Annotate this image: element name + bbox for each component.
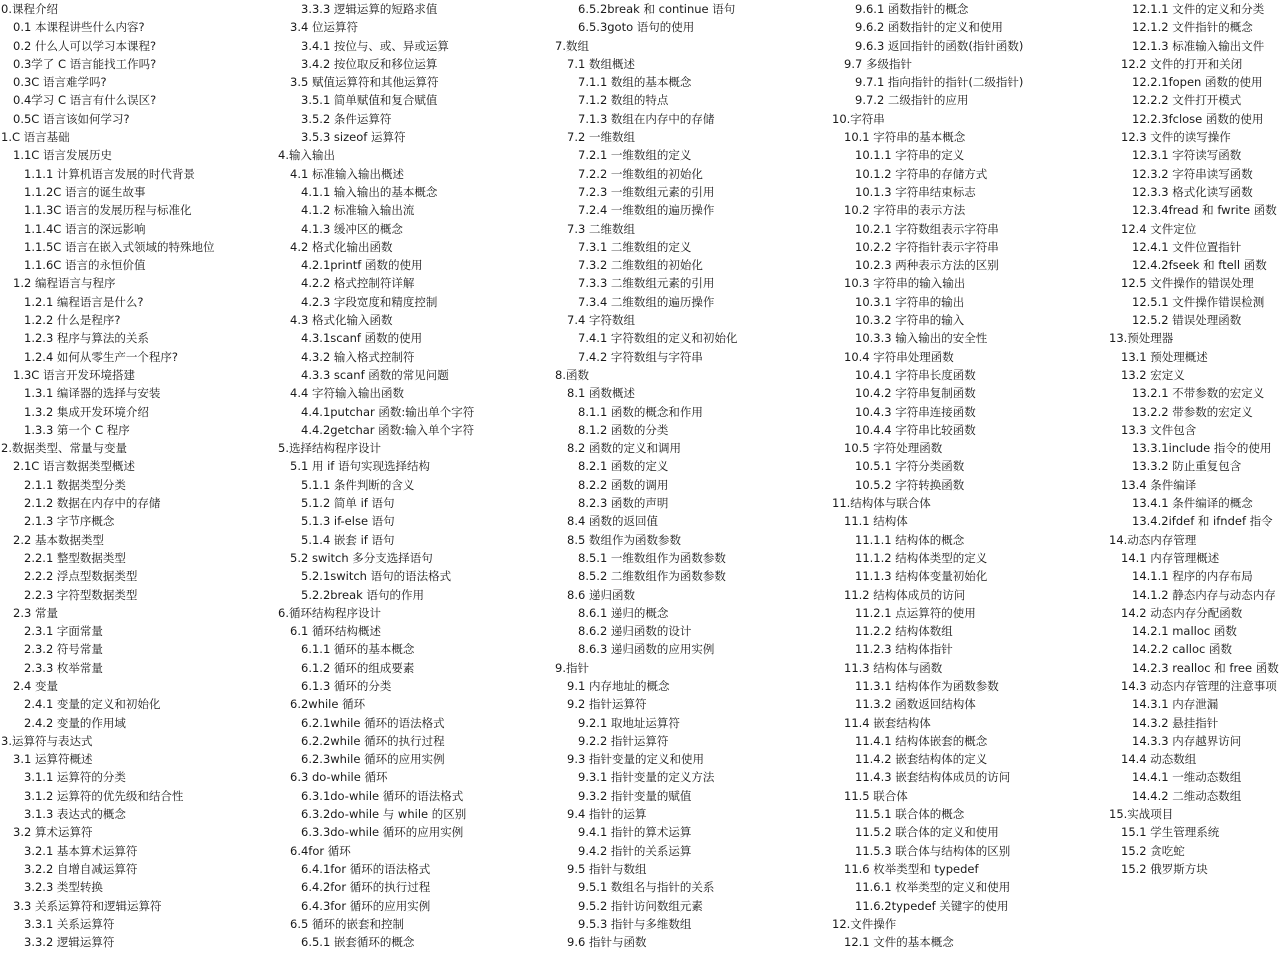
subsection-item: 5.1.2 简单 if 语句 — [301, 496, 395, 511]
subsection-item: 6.1.1 循环的基本概念 — [301, 642, 415, 657]
subsection-item: 2.1.3 字节序概念 — [24, 514, 115, 529]
subsection-item: 4.1.3 缓冲区的概念 — [301, 221, 403, 236]
section-item: 13.3 文件包含 — [1121, 422, 1197, 437]
subsection-item: 2.1.1 数据类型分类 — [24, 477, 126, 492]
section-item: 11.3 结构体与函数 — [844, 660, 943, 675]
chapter-heading: 7.数组 — [555, 38, 589, 53]
subsection-item: 4.1.1 输入输出的基本概念 — [301, 184, 438, 199]
subsection-item: 10.2.3 两种表示方法的区别 — [855, 258, 999, 273]
subsection-item: 2.3.3 枚举常量 — [24, 660, 103, 675]
subsection-item: 2.4.2 变量的作用域 — [24, 715, 126, 730]
subsection-item: 3.1.3 表达式的概念 — [24, 807, 126, 822]
subsection-item: 1.2.3 程序与算法的关系 — [24, 331, 149, 346]
subsection-item: 4.4.1putchar 函数:输出单个字符 — [301, 404, 475, 419]
subsection-item: 4.4.2getchar 函数:输入单个字符 — [301, 422, 475, 437]
subsection-item: 7.4.2 字符数组与字符串 — [578, 349, 703, 364]
subsection-item: 8.1.1 函数的概念和作用 — [578, 404, 703, 419]
section-item: 12.4 文件定位 — [1121, 221, 1197, 236]
subsection-item: 8.2.1 函数的定义 — [578, 459, 669, 474]
subsection-item: 9.4.1 指针的算术运算 — [578, 825, 692, 840]
subsection-item: 1.1.6C 语言的永恒价值 — [24, 258, 146, 273]
chapter-heading: 3.运算符与表达式 — [1, 733, 93, 748]
section-item: 9.7 多级指针 — [844, 56, 912, 71]
subsection-item: 12.2.3fclose 函数的使用 — [1132, 111, 1264, 126]
subsection-item: 9.6.2 函数指针的定义和使用 — [855, 20, 1003, 35]
section-item: 2.1C 语言数据类型概述 — [13, 459, 135, 474]
subsection-item: 9.3.2 指针变量的赋值 — [578, 788, 692, 803]
subsection-item: 14.2.3 realloc 和 free 函数 — [1132, 660, 1279, 675]
subsection-item: 7.1.1 数组的基本概念 — [578, 75, 692, 90]
subsection-item: 13.2.2 带参数的宏定义 — [1132, 404, 1253, 419]
chapter-heading: 13.预处理器 — [1109, 331, 1174, 346]
subsection-item: 1.3.2 集成开发环境介绍 — [24, 404, 149, 419]
subsection-item: 14.1.1 程序的内存布局 — [1132, 569, 1253, 584]
subsection-item: 4.2.3 字段宽度和精度控制 — [301, 294, 438, 309]
subsection-item: 1.2.4 如何从零生产一个程序? — [24, 349, 179, 364]
section-item: 2.3 常量 — [13, 605, 58, 620]
section-item: 6.5 循环的嵌套和控制 — [290, 916, 404, 931]
section-item: 14.1 内存管理概述 — [1121, 550, 1220, 565]
subsection-item: 7.3.1 二维数组的定义 — [578, 239, 692, 254]
subsection-item: 6.3.1do-while 循环的语法格式 — [301, 788, 464, 803]
subsection-item: 11.5.2 联合体的定义和使用 — [855, 825, 999, 840]
section-item: 14.2 动态内存分配函数 — [1121, 605, 1243, 620]
subsection-item: 11.3.2 函数返回结构体 — [855, 697, 976, 712]
subsection-item: 1.1.4C 语言的深远影响 — [24, 221, 146, 236]
subsection-item: 6.1.3 循环的分类 — [301, 678, 392, 693]
subsection-item: 4.3.2 输入格式控制符 — [301, 349, 415, 364]
subsection-item: 2.2.1 整型数据类型 — [24, 550, 126, 565]
subsection-item: 13.4.2ifdef 和 ifndef 指令 — [1132, 514, 1273, 529]
section-item: 9.3 指针变量的定义和使用 — [567, 752, 704, 767]
subsection-item: 10.2.1 字符数组表示字符串 — [855, 221, 999, 236]
subsection-item: 12.4.2fseek 和 ftell 函数 — [1132, 258, 1267, 273]
subsection-item: 12.3.1 字符读写函数 — [1132, 148, 1242, 163]
subsection-item: 2.2.2 浮点型数据类型 — [24, 569, 138, 584]
subsection-item: 10.3.1 字符串的输出 — [855, 294, 965, 309]
subsection-item: 11.2.1 点运算符的使用 — [855, 605, 976, 620]
subsection-item: 7.3.4 二维数组的遍历操作 — [578, 294, 715, 309]
chapter-heading: 15.实战项目 — [1109, 807, 1174, 822]
subsection-item: 13.3.1include 指令的使用 — [1132, 441, 1272, 456]
subsection-item: 14.4.2 二维动态数组 — [1132, 788, 1242, 803]
section-item: 0.1 本课程讲些什么内容? — [13, 20, 145, 35]
subsection-item: 12.3.2 字符串读写函数 — [1132, 166, 1253, 181]
section-item: 8.1 函数概述 — [567, 386, 635, 401]
subsection-item: 6.2.1while 循环的语法格式 — [301, 715, 445, 730]
subsection-item: 12.4.1 文件位置指针 — [1132, 239, 1242, 254]
chapter-heading: 12.文件操作 — [832, 916, 897, 931]
subsection-item: 10.3.2 字符串的输入 — [855, 313, 965, 328]
subsection-item: 6.4.3for 循环的应用实例 — [301, 898, 431, 913]
toc-column-2 — [277, 0, 554, 955]
section-item: 4.3 格式化输入函数 — [290, 313, 393, 328]
section-item: 15.1 学生管理系统 — [1121, 825, 1220, 840]
subsection-item: 11.1.3 结构体变量初始化 — [855, 569, 988, 584]
subsection-item: 3.2.3 类型转换 — [24, 880, 103, 895]
chapter-heading: 9.指针 — [555, 660, 589, 675]
chapter-heading: 8.函数 — [555, 367, 589, 382]
section-item: 3.5 赋值运算符和其他运算符 — [290, 75, 439, 90]
subsection-item: 10.1.1 字符串的定义 — [855, 148, 965, 163]
subsection-item: 12.5.1 文件操作错误检测 — [1132, 294, 1265, 309]
subsection-item: 1.1.1 计算机语言发展的时代背景 — [24, 166, 195, 181]
section-item: 3.3 关系运算符和逻辑运算符 — [13, 898, 162, 913]
section-item: 3.4 位运算符 — [290, 20, 358, 35]
section-item: 0.2 什么人可以学习本课程? — [13, 38, 157, 53]
subsection-item: 4.2.2 格式控制符详解 — [301, 276, 415, 291]
subsection-item: 8.2.2 函数的调用 — [578, 477, 669, 492]
section-item: 7.4 字符数组 — [567, 313, 635, 328]
subsection-item: 4.3.1scanf 函数的使用 — [301, 331, 423, 346]
subsection-item: 9.3.1 指针变量的定义方法 — [578, 770, 715, 785]
subsection-item: 8.5.2 二维数组作为函数参数 — [578, 569, 726, 584]
subsection-item: 12.5.2 错误处理函数 — [1132, 313, 1242, 328]
subsection-item: 6.5.1 嵌套循环的概念 — [301, 935, 415, 950]
section-item: 4.4 字符输入输出函数 — [290, 386, 404, 401]
section-item: 1.2 编程语言与程序 — [13, 276, 116, 291]
subsection-item: 7.3.2 二维数组的初始化 — [578, 258, 703, 273]
subsection-item: 14.2.1 malloc 函数 — [1132, 624, 1237, 639]
subsection-item: 3.1.1 运算符的分类 — [24, 770, 126, 785]
section-item: 11.2 结构体成员的访问 — [844, 587, 966, 602]
subsection-item: 10.5.1 字符分类函数 — [855, 459, 965, 474]
subsection-item: 13.4.1 条件编译的概念 — [1132, 496, 1253, 511]
subsection-item: 8.5.1 一维数组作为函数参数 — [578, 550, 726, 565]
chapter-heading: 0.课程介绍 — [1, 2, 58, 16]
section-item: 3.1 运算符概述 — [13, 752, 93, 767]
subsection-item: 11.5.3 联合体与结构体的区别 — [855, 843, 1011, 858]
section-item: 15.2 贪吃蛇 — [1121, 843, 1185, 858]
subsection-item: 1.1.5C 语言在嵌入式领域的特殊地位 — [24, 239, 215, 254]
subsection-item: 10.1.3 字符串结束标志 — [855, 184, 976, 199]
subsection-item: 10.4.1 字符串长度函数 — [855, 367, 976, 382]
subsection-item: 6.4.1for 循环的语法格式 — [301, 861, 431, 876]
section-item: 5.1 用 if 语句实现选择结构 — [290, 459, 430, 474]
subsection-item: 10.4.2 字符串复制函数 — [855, 386, 976, 401]
section-item: 2.4 变量 — [13, 678, 58, 693]
subsection-item: 9.7.2 二级指针的应用 — [855, 93, 969, 108]
subsection-item: 12.2.1fopen 函数的使用 — [1132, 75, 1263, 90]
subsection-item: 14.1.2 静态内存与动态内存 — [1132, 587, 1276, 602]
section-item: 9.2 指针运算符 — [567, 697, 647, 712]
subsection-item: 3.5.3 sizeof 运算符 — [301, 130, 406, 145]
subsection-item: 7.2.1 一维数组的定义 — [578, 148, 692, 163]
section-item: 15.2 俄罗斯方块 — [1121, 861, 1208, 876]
subsection-item: 1.2.2 什么是程序? — [24, 313, 121, 328]
subsection-item: 12.1.3 标准输入输出文件 — [1132, 38, 1265, 53]
subsection-item: 7.2.3 一维数组元素的引用 — [578, 184, 715, 199]
subsection-item: 12.3.4fread 和 fwrite 函数 — [1132, 203, 1277, 218]
section-item: 14.4 动态数组 — [1121, 752, 1197, 767]
section-item: 13.1 预处理概述 — [1121, 349, 1208, 364]
chapter-heading: 6.循环结构程序设计 — [278, 605, 381, 620]
subsection-item: 5.2.1switch 语句的语法格式 — [301, 569, 452, 584]
section-item: 0.4学习 C 语言有什么误区? — [13, 93, 157, 108]
section-item: 13.2 宏定义 — [1121, 367, 1185, 382]
subsection-item: 12.3.3 格式化读写函数 — [1132, 184, 1253, 199]
section-item: 8.2 函数的定义和调用 — [567, 441, 681, 456]
subsection-item: 6.3.2do-while 与 while 的区别 — [301, 807, 467, 822]
subsection-item: 4.1.2 标准输入输出流 — [301, 203, 415, 218]
subsection-item: 7.1.2 数组的特点 — [578, 93, 669, 108]
section-item: 7.1 数组概述 — [567, 56, 635, 71]
section-item: 10.4 字符串处理函数 — [844, 349, 954, 364]
section-item: 6.2while 循环 — [290, 697, 366, 712]
subsection-item: 1.3.1 编译器的选择与安装 — [24, 386, 161, 401]
section-item: 8.6 递归函数 — [567, 587, 635, 602]
subsection-item: 11.4.2 嵌套结构体的定义 — [855, 752, 988, 767]
subsection-item: 4.2.1printf 函数的使用 — [301, 258, 423, 273]
chapter-heading: 4.输入输出 — [278, 148, 335, 163]
subsection-item: 11.5.1 联合体的概念 — [855, 807, 965, 822]
subsection-item: 6.1.2 循环的组成要素 — [301, 660, 415, 675]
subsection-item: 12.1.1 文件的定义和分类 — [1132, 2, 1265, 16]
section-item: 12.1 文件的基本概念 — [844, 935, 954, 950]
subsection-item: 14.4.1 一维动态数组 — [1132, 770, 1242, 785]
subsection-item: 10.3.3 输入输出的安全性 — [855, 331, 988, 346]
section-item: 9.5 指针与数组 — [567, 861, 647, 876]
subsection-item: 9.5.1 数组名与指针的关系 — [578, 880, 715, 895]
section-item: 14.3 动态内存管理的注意事项 — [1121, 678, 1277, 693]
section-item: 9.4 指针的运算 — [567, 807, 647, 822]
toc-column-5 — [1108, 0, 1280, 955]
subsection-item: 13.3.2 防止重复包含 — [1132, 459, 1242, 474]
subsection-item: 3.3.1 关系运算符 — [24, 916, 115, 931]
section-item: 10.3 字符串的输入输出 — [844, 276, 966, 291]
chapter-heading: 14.动态内存管理 — [1109, 532, 1197, 547]
subsection-item: 5.1.4 嵌套 if 语句 — [301, 532, 395, 547]
subsection-item: 6.5.3goto 语句的使用 — [578, 20, 695, 35]
section-item: 7.3 二维数组 — [567, 221, 635, 236]
section-item: 11.1 结构体 — [844, 514, 908, 529]
chapter-heading: 11.结构体与联合体 — [832, 496, 931, 511]
subsection-item: 6.2.3while 循环的应用实例 — [301, 752, 445, 767]
subsection-item: 1.1.3C 语言的发展历程与标准化 — [24, 203, 192, 218]
section-item: 0.3学了 C 语言能找工作吗? — [13, 56, 157, 71]
section-item: 4.2 格式化输出函数 — [290, 239, 393, 254]
subsection-item: 9.2.1 取地址运算符 — [578, 715, 680, 730]
subsection-item: 3.5.1 简单赋值和复合赋值 — [301, 93, 438, 108]
subsection-item: 7.2.4 一维数组的遍历操作 — [578, 203, 715, 218]
subsection-item: 7.2.2 一维数组的初始化 — [578, 166, 703, 181]
section-item: 1.1C 语言发展历史 — [13, 148, 112, 163]
section-item: 6.3 do-while 循环 — [290, 770, 388, 785]
subsection-item: 1.3.3 第一个 C 程序 — [24, 422, 130, 437]
section-item: 6.1 循环结构概述 — [290, 624, 381, 639]
subsection-item: 11.3.1 结构体作为函数参数 — [855, 678, 999, 693]
section-item: 5.2 switch 多分支选择语句 — [290, 550, 433, 565]
toc-column-1 — [0, 0, 277, 955]
subsection-item: 11.6.2typedef 关键字的使用 — [855, 898, 1009, 913]
subsection-item: 10.4.4 字符串比较函数 — [855, 422, 976, 437]
subsection-item: 9.6.1 函数指针的概念 — [855, 2, 969, 16]
subsection-item: 3.3.2 逻辑运算符 — [24, 935, 115, 950]
section-item: 11.6 枚举类型和 typedef — [844, 861, 979, 876]
section-item: 10.1 字符串的基本概念 — [844, 130, 966, 145]
section-item: 8.4 函数的返回值 — [567, 514, 658, 529]
subsection-item: 3.1.2 运算符的优先级和结合性 — [24, 788, 184, 803]
subsection-item: 8.6.2 递归函数的设计 — [578, 624, 692, 639]
subsection-item: 5.1.1 条件判断的含义 — [301, 477, 415, 492]
subsection-item: 9.6.3 返回指针的函数(指针函数) — [855, 38, 1024, 53]
section-item: 6.4for 循环 — [290, 843, 351, 858]
subsection-item: 10.1.2 字符串的存储方式 — [855, 166, 988, 181]
subsection-item: 2.2.3 字符型数据类型 — [24, 587, 138, 602]
section-item: 3.2 算术运算符 — [13, 825, 93, 840]
section-item: 9.6 指针与函数 — [567, 935, 647, 950]
subsection-item: 7.1.3 数组在内存中的存储 — [578, 111, 715, 126]
subsection-item: 11.6.1 枚举类型的定义和使用 — [855, 880, 1011, 895]
subsection-item: 3.2.2 自增自减运算符 — [24, 861, 138, 876]
subsection-item: 5.2.2break 语句的作用 — [301, 587, 424, 602]
toc-column-4 — [831, 0, 1108, 955]
section-item: 1.3C 语言开发环境搭建 — [13, 367, 135, 382]
section-item: 12.5 文件操作的错误处理 — [1121, 276, 1254, 291]
subsection-item: 10.2.2 字符指针表示字符串 — [855, 239, 999, 254]
subsection-item: 13.2.1 不带参数的宏定义 — [1132, 386, 1265, 401]
section-item: 11.4 嵌套结构体 — [844, 715, 931, 730]
section-item: 0.3C 语言难学吗? — [13, 75, 107, 90]
subsection-item: 1.1.2C 语言的诞生故事 — [24, 184, 146, 199]
section-item: 10.2 字符串的表示方法 — [844, 203, 966, 218]
subsection-item: 9.5.3 指针与多维数组 — [578, 916, 692, 931]
subsection-item: 4.3.3 scanf 函数的常见问题 — [301, 367, 449, 382]
subsection-item: 8.6.3 递归函数的应用实例 — [578, 642, 715, 657]
subsection-item: 2.4.1 变量的定义和初始化 — [24, 697, 161, 712]
section-item: 10.5 字符处理函数 — [844, 441, 943, 456]
subsection-item: 14.3.3 内存越界访问 — [1132, 733, 1242, 748]
section-item: 0.5C 语言该如何学习? — [13, 111, 130, 126]
subsection-item: 11.4.3 嵌套结构体成员的访问 — [855, 770, 1011, 785]
subsection-item: 6.3.3do-while 循环的应用实例 — [301, 825, 464, 840]
subsection-item: 12.1.2 文件指针的概念 — [1132, 20, 1253, 35]
subsection-item: 6.4.2for 循环的执行过程 — [301, 880, 431, 895]
subsection-item: 9.5.2 指针访问数组元素 — [578, 898, 703, 913]
subsection-item: 3.4.1 按位与、或、异或运算 — [301, 38, 449, 53]
section-item: 12.2 文件的打开和关闭 — [1121, 56, 1243, 71]
subsection-item: 2.3.2 符号常量 — [24, 642, 103, 657]
subsection-item: 8.6.1 递归的概念 — [578, 605, 669, 620]
subsection-item: 2.1.2 数据在内存中的存储 — [24, 496, 161, 511]
section-item: 8.5 数组作为函数参数 — [567, 532, 681, 547]
subsection-item: 14.3.1 内存泄漏 — [1132, 697, 1219, 712]
subsection-item: 9.4.2 指针的关系运算 — [578, 843, 692, 858]
subsection-item: 6.5.2break 和 continue 语句 — [578, 2, 736, 16]
section-item: 12.3 文件的读写操作 — [1121, 130, 1231, 145]
subsection-item: 14.3.2 悬挂指针 — [1132, 715, 1219, 730]
section-item: 7.2 一维数组 — [567, 130, 635, 145]
subsection-item: 11.2.3 结构体指针 — [855, 642, 953, 657]
section-item: 2.2 基本数据类型 — [13, 532, 104, 547]
subsection-item: 3.5.2 条件运算符 — [301, 111, 392, 126]
subsection-item: 11.2.2 结构体数组 — [855, 624, 953, 639]
subsection-item: 9.7.1 指向指针的指针(二级指针) — [855, 75, 1024, 90]
subsection-item: 3.4.2 按位取反和移位运算 — [301, 56, 438, 71]
subsection-item: 11.1.1 结构体的概念 — [855, 532, 965, 547]
subsection-item: 11.4.1 结构体嵌套的概念 — [855, 733, 988, 748]
subsection-item: 6.2.2while 循环的执行过程 — [301, 733, 445, 748]
subsection-item: 14.2.2 calloc 函数 — [1132, 642, 1233, 657]
section-item: 11.5 联合体 — [844, 788, 908, 803]
subsection-item: 3.2.1 基本算术运算符 — [24, 843, 138, 858]
subsection-item: 10.4.3 字符串连接函数 — [855, 404, 976, 419]
section-item: 4.1 标准输入输出概述 — [290, 166, 404, 181]
section-item: 9.1 内存地址的概念 — [567, 678, 670, 693]
subsection-item: 9.2.2 指针运算符 — [578, 733, 669, 748]
subsection-item: 3.3.3 逻辑运算的短路求值 — [301, 2, 438, 16]
subsection-item: 1.2.1 编程语言是什么? — [24, 294, 144, 309]
toc-column-3 — [554, 0, 831, 955]
subsection-item: 10.5.2 字符转换函数 — [855, 477, 965, 492]
subsection-item: 7.3.3 二维数组元素的引用 — [578, 276, 715, 291]
subsection-item: 5.1.3 if-else 语句 — [301, 514, 395, 529]
subsection-item: 11.1.2 结构体类型的定义 — [855, 550, 988, 565]
chapter-heading: 2.数据类型、常量与变量 — [1, 441, 127, 456]
section-item: 13.4 条件编译 — [1121, 477, 1197, 492]
subsection-item: 8.1.2 函数的分类 — [578, 422, 669, 437]
chapter-heading: 1.C 语言基础 — [1, 130, 70, 145]
chapter-heading: 5.选择结构程序设计 — [278, 441, 381, 456]
subsection-item: 2.3.1 字面常量 — [24, 624, 103, 639]
subsection-item: 12.2.2 文件打开模式 — [1132, 93, 1242, 108]
subsection-item: 7.4.1 字符数组的定义和初始化 — [578, 331, 738, 346]
subsection-item: 8.2.3 函数的声明 — [578, 496, 669, 511]
chapter-heading: 10.字符串 — [832, 111, 885, 126]
